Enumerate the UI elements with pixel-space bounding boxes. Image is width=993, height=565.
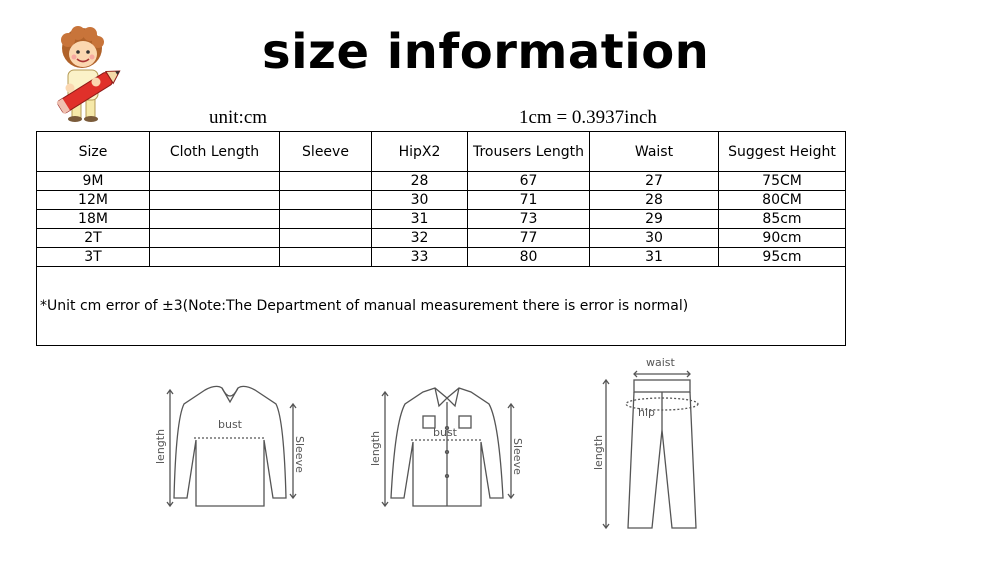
- table-note-row: [37, 267, 846, 346]
- sweater-diagram: [150, 380, 310, 515]
- table-cell: 27: [590, 172, 719, 191]
- boy-with-pencil-icon: [46, 26, 130, 124]
- column-header: HipX2: [372, 132, 468, 172]
- table-cell: [150, 248, 280, 267]
- table-row: [37, 229, 846, 248]
- table-cell: 9M: [37, 172, 150, 191]
- length-label: length: [154, 428, 167, 464]
- column-header: Sleeve: [280, 132, 372, 172]
- page-title: size information: [262, 24, 710, 80]
- table-cell: 90cm: [719, 229, 846, 248]
- table-cell: [150, 172, 280, 191]
- table-cell: 29: [590, 210, 719, 229]
- column-header: Size: [37, 132, 150, 172]
- table-cell: 33: [372, 248, 468, 267]
- table-header-row: [37, 132, 846, 172]
- shirt-diagram: [365, 380, 530, 515]
- bust-label: bust: [218, 418, 242, 431]
- table-cell: [280, 210, 372, 229]
- column-header: Cloth Length: [150, 132, 280, 172]
- table-cell: 31: [590, 248, 719, 267]
- bust-label: bust: [433, 426, 457, 439]
- table-row: [37, 191, 846, 210]
- table-cell: 28: [590, 191, 719, 210]
- table-cell: 2T: [37, 229, 150, 248]
- unit-label: unit:cm: [209, 107, 268, 128]
- table-cell: 67: [468, 172, 590, 191]
- table-cell: 80: [468, 248, 590, 267]
- table-cell: 30: [372, 191, 468, 210]
- table-cell: [280, 248, 372, 267]
- table-cell: [150, 229, 280, 248]
- table-cell: 73: [468, 210, 590, 229]
- table-cell: 12M: [37, 191, 150, 210]
- hip-label: hip: [638, 406, 656, 419]
- table-row: [37, 248, 846, 267]
- table-cell: 95cm: [719, 248, 846, 267]
- table-row: [37, 210, 846, 229]
- table-cell: 30: [590, 229, 719, 248]
- table-cell: [150, 191, 280, 210]
- sleeve-label: Sleeve: [293, 436, 306, 473]
- length-label: length: [592, 434, 605, 470]
- conversion-label: 1cm = 0.3937inch: [519, 107, 657, 128]
- table-cell: [150, 210, 280, 229]
- table-cell: 31: [372, 210, 468, 229]
- table-cell: [280, 172, 372, 191]
- table-cell: 85cm: [719, 210, 846, 229]
- table-cell: [280, 191, 372, 210]
- pants-diagram: [590, 350, 710, 535]
- table-cell: 32: [372, 229, 468, 248]
- table-cell: 80CM: [719, 191, 846, 210]
- sleeve-label: Sleeve: [511, 438, 524, 475]
- column-header: Suggest Height: [719, 132, 846, 172]
- column-header: Trousers Length: [468, 132, 590, 172]
- table-row: [37, 172, 846, 191]
- table-cell: 75CM: [719, 172, 846, 191]
- column-header: Waist: [590, 132, 719, 172]
- waist-label: waist: [646, 356, 675, 369]
- measurement-note: *Unit cm error of ±3(Note:The Department of manual measurement there is error is normal): [37, 267, 846, 346]
- table-cell: 77: [468, 229, 590, 248]
- table-cell: 28: [372, 172, 468, 191]
- table-cell: 3T: [37, 248, 150, 267]
- table-cell: 71: [468, 191, 590, 210]
- table-cell: [280, 229, 372, 248]
- table-cell: 18M: [37, 210, 150, 229]
- size-table: [36, 131, 846, 346]
- length-label: length: [369, 430, 382, 466]
